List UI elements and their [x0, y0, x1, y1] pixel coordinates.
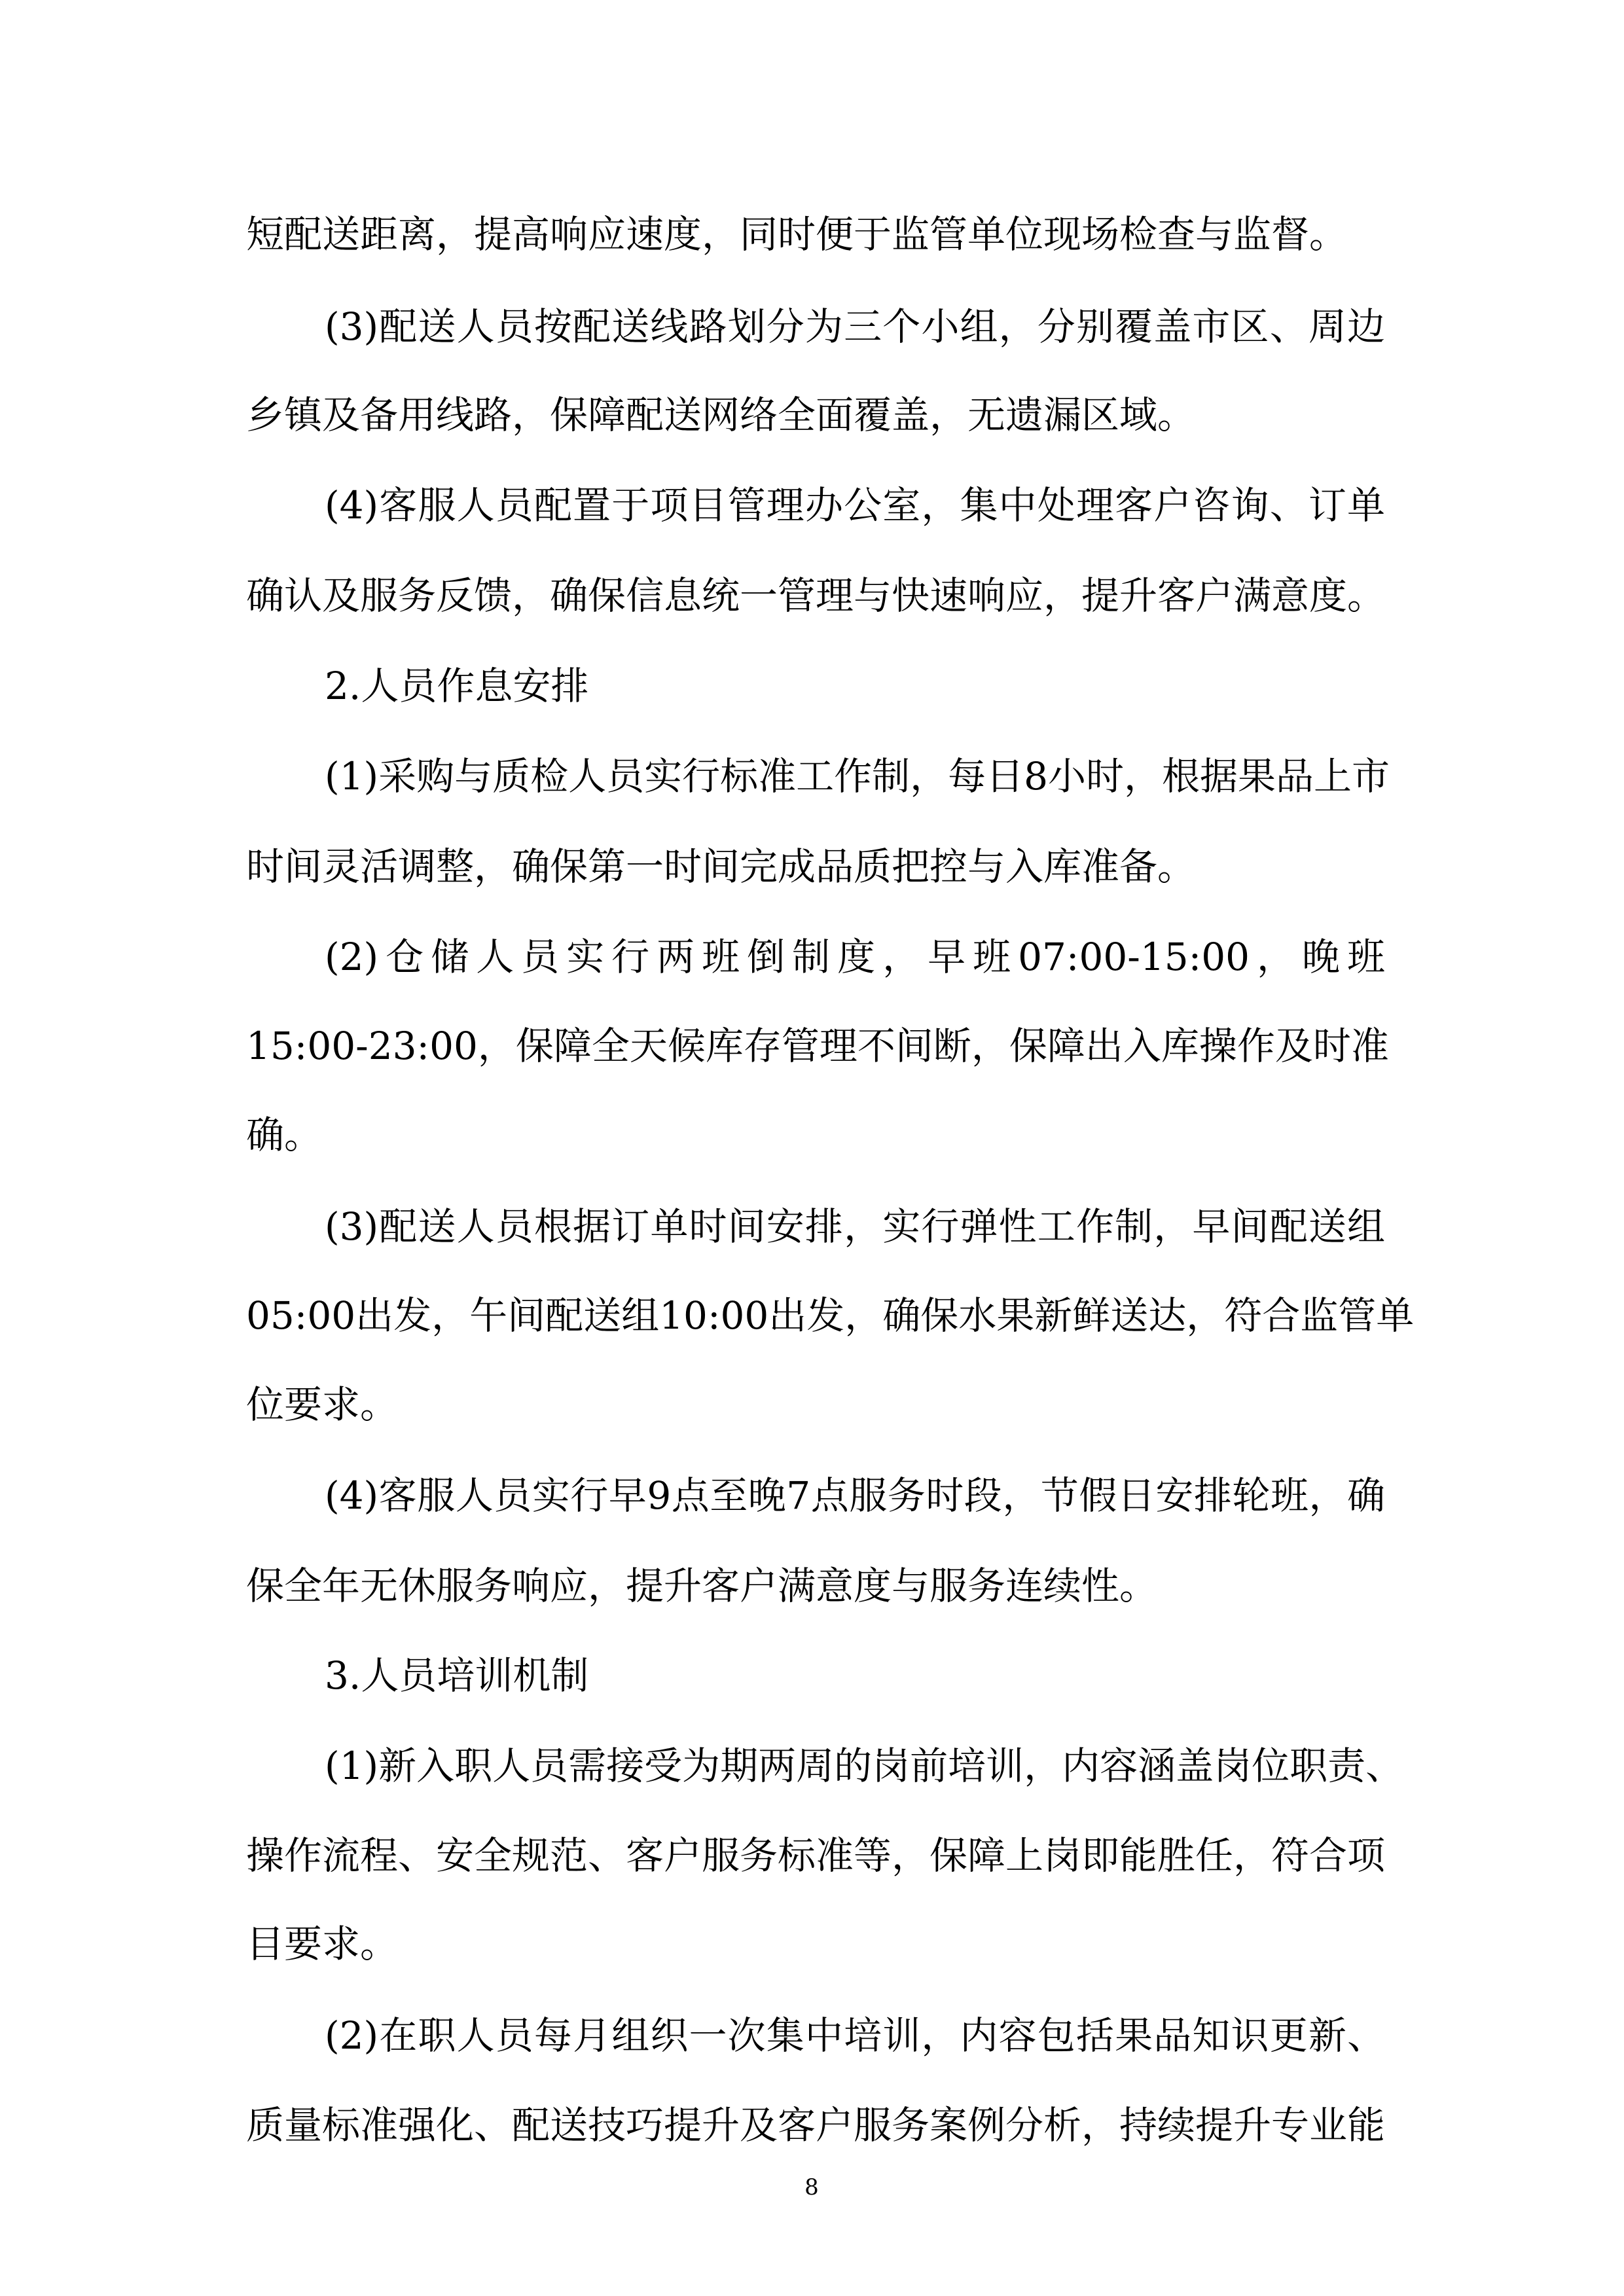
text-line: (3)配送人员按配送线路划分为三个小组，分别覆盖市区、周边: [325, 304, 1385, 349]
text-line: (1)采购与质检人员实行标准工作制，每日8小时，根据果品上市: [325, 754, 1390, 798]
section-heading: 3.人员培训机制: [325, 1653, 589, 1698]
text-line: 操作流程、安全规范、客户服务标准等，保障上岗即能胜任，符合项: [246, 1833, 1386, 1878]
text-line: 质量标准强化、配送技巧提升及客户服务案例分析，持续提升专业能: [246, 2103, 1386, 2147]
text-line: (2)仓储人员实行两班倒制度，早班07:00-15:00，晚班: [325, 935, 1385, 979]
text-line: (3)配送人员根据订单时间安排，实行弹性工作制，早间配送组: [325, 1204, 1385, 1249]
text-line: 15:00-23:00，保障全天候库存管理不间断，保障出入库操作及时准: [246, 1024, 1389, 1068]
text-line: 时间灵活调整，确保第一时间完成品质把控与入库准备。: [246, 844, 1196, 889]
text-line: 确。: [246, 1113, 323, 1157]
text-line: 目要求。: [246, 1922, 399, 1966]
text-line: 乡镇及备用线路，保障配送网络全面覆盖，无遗漏区域。: [246, 393, 1196, 437]
text-line: 保全年无休服务响应，提升客户满意度与服务连续性。: [246, 1564, 1158, 1608]
text-line: (1)新入职人员需接受为期两周的岗前培训，内容涵盖岗位职责、: [325, 1744, 1404, 1788]
text-line: (2)在职人员每月组织一次集中培训，内容包括果品知识更新、: [325, 2013, 1385, 2058]
text-line: 短配送距离，提高响应速度，同时便于监管单位现场检查与监督。: [246, 212, 1348, 257]
page-number: 8: [804, 2174, 819, 2200]
section-heading: 2.人员作息安排: [325, 664, 589, 708]
text-line: 确认及服务反馈，确保信息统一管理与快速响应，提升客户满意度。: [246, 573, 1386, 618]
text-line: (4)客服人员实行早9点至晚7点服务时段，节假日安排轮班，确: [325, 1473, 1385, 1518]
text-line: 位要求。: [246, 1382, 399, 1427]
text-line: 05:00出发，午间配送组10:00出发，确保水果新鲜送达，符合监管单: [246, 1293, 1415, 1338]
text-line: (4)客服人员配置于项目管理办公室，集中处理客户咨询、订单: [325, 483, 1385, 528]
